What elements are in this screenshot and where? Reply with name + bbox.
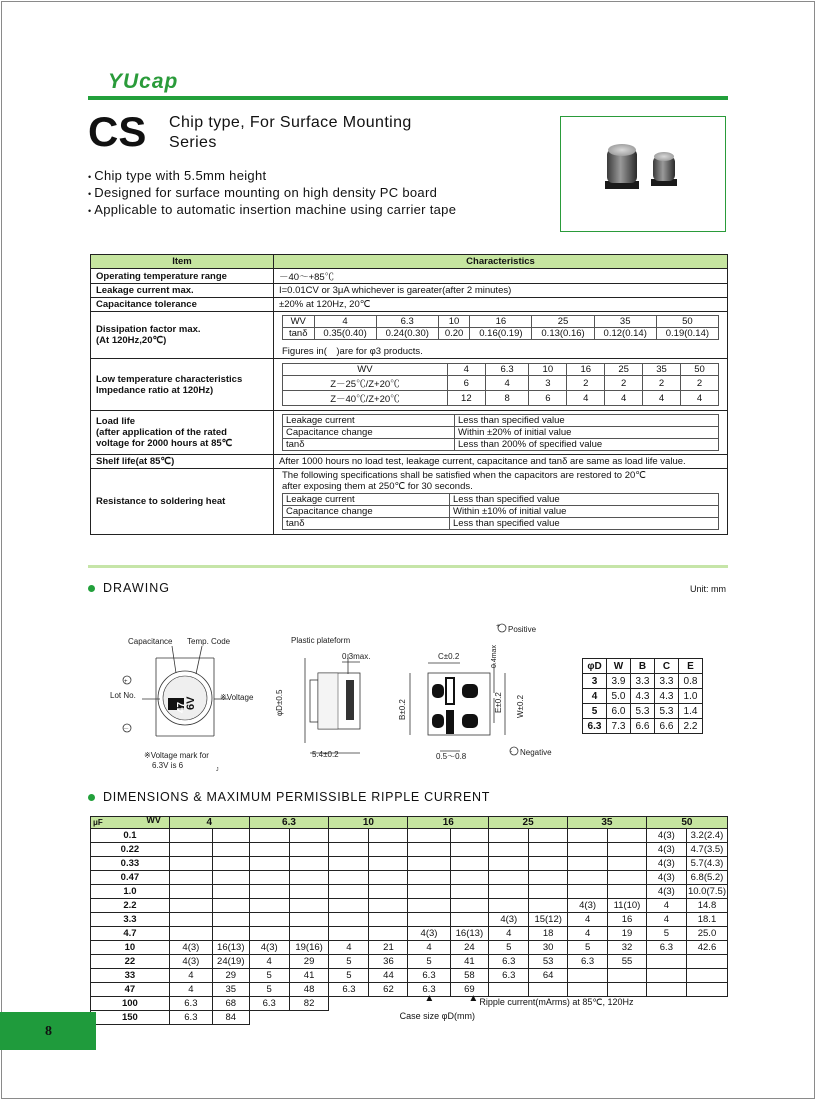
label-positive: Positive — [508, 625, 537, 634]
ripple-note-case: Case size φD(mm) — [399, 1011, 475, 1021]
table-cell — [169, 829, 212, 843]
label-capacitance: Capacitance — [128, 637, 173, 646]
table-cell: 6.3 — [489, 955, 529, 969]
label-length: 5.4±0.2 — [312, 750, 339, 759]
table-cell — [289, 843, 329, 857]
dimensions-table: φD W B C E 3 3.9 3.3 3.3 0.8 4 5.0 4.3 4.3 1.0 5 6.0 5.3 5.3 1.4 6.3 7.3 6.6 6.6 2.2 — [582, 658, 703, 734]
df-note: Figures in( )are for φ3 products. — [282, 346, 423, 357]
table-cell: 84 — [212, 1011, 249, 1025]
table-row — [91, 997, 728, 1011]
table-cell — [608, 871, 647, 885]
table-cell: 4 — [408, 941, 450, 955]
section-divider — [88, 565, 728, 568]
table-cell — [369, 871, 408, 885]
table-cell: 16(13) — [212, 941, 249, 955]
table-cell — [489, 857, 529, 871]
table-cell: 6.3 — [568, 955, 608, 969]
op-temp-value: －40～+85℃ — [274, 269, 728, 284]
table-cell — [169, 857, 212, 871]
table-cell: 35 — [212, 983, 249, 997]
table-cell — [450, 871, 489, 885]
table-cell — [408, 871, 450, 885]
table-cell — [529, 857, 568, 871]
table-row — [91, 857, 728, 871]
label-vmark-sub: J — [216, 767, 219, 773]
solder-table: Leakage current Less than specified value Capacitance change Within ±10% of initial value tanδ Less than specified value — [282, 493, 719, 530]
arrow-up-icon: ▲ — [424, 993, 435, 1004]
loadlife-cell — [274, 411, 728, 455]
uf-cell: 0.22 — [91, 843, 170, 857]
table-cell — [212, 913, 249, 927]
lowtemp-cell — [274, 359, 728, 411]
table-cell — [408, 857, 450, 871]
drawing-heading: DRAWING — [88, 581, 170, 595]
table-cell: 68 — [212, 997, 249, 1011]
table-row — [91, 829, 728, 843]
table-cell — [169, 885, 212, 899]
table-row — [91, 983, 728, 997]
uf-cell: 0.33 — [91, 857, 170, 871]
table-row: 4 5.0 4.3 4.3 1.0 — [583, 689, 703, 704]
table-cell — [529, 829, 568, 843]
df-label: Dissipation factor max. (At 120Hz,20℃) — [91, 312, 274, 359]
table-cell — [249, 843, 289, 857]
leakage-label: Leakage current max. — [91, 284, 274, 298]
table-cell: 4(3) — [568, 899, 608, 913]
table-cell: 3.2(2.4) — [686, 829, 727, 843]
table-cell — [249, 829, 289, 843]
table-cell — [686, 983, 727, 997]
table-cell — [249, 871, 289, 885]
table-cell: 4 — [169, 969, 212, 983]
feature-item: • Applicable to automatic insertion machine using carrier tape — [88, 202, 456, 219]
table-cell: 5 — [408, 955, 450, 969]
feature-item: • Designed for surface mounting on high density PC board — [88, 185, 456, 202]
table-cell — [249, 913, 289, 927]
table-cell: 5 — [249, 983, 289, 997]
leakage-value: I=0.01CV or 3μA whichever is gareater(after 2 minutes) — [274, 284, 728, 298]
table-cell: 53 — [529, 955, 568, 969]
table-row: 6.3 7.3 6.6 6.6 2.2 — [583, 719, 703, 734]
solder-cell: The following specifications shall be satisfied when the capacitors are restored to 20℃ after exposing them at 250℃ for 30 seconds. Leakage current Less than specified value Capacitance change Within ±10% of initial value tanδ Less than specified value — [274, 469, 728, 535]
table-cell: 5.7(4.3) — [686, 857, 727, 871]
table-cell — [329, 913, 369, 927]
table-cell — [289, 857, 329, 871]
table-cell — [408, 885, 450, 899]
table-cell: 32 — [608, 941, 647, 955]
table-row: 3 3.9 3.3 3.3 0.8 — [583, 674, 703, 689]
table-cell — [529, 983, 568, 997]
table-cell: 4 — [646, 899, 686, 913]
table-cell — [408, 899, 450, 913]
table-cell — [568, 843, 608, 857]
loadlife-label: Load life (after application of the rated voltage for 2000 hours at 85℃ — [91, 411, 274, 455]
table-cell — [249, 899, 289, 913]
feature-list — [88, 168, 456, 219]
label-c: C±0.2 — [438, 652, 460, 661]
label-lot-no: Lot No. — [110, 691, 136, 700]
table-cell: 4(3) — [646, 885, 686, 899]
label-w: W±0.2 — [516, 694, 525, 718]
table-cell: 21 — [369, 941, 408, 955]
table-cell — [369, 899, 408, 913]
table-cell: 5 — [489, 941, 529, 955]
table-cell — [489, 885, 529, 899]
table-cell — [529, 843, 568, 857]
label-negative: Negative — [520, 748, 552, 757]
table-cell — [608, 983, 647, 997]
table-cell: 4(3) — [489, 913, 529, 927]
table-cell: 5 — [646, 927, 686, 941]
table-cell: 62 — [369, 983, 408, 997]
cap-tol-label: Capacitance tolerance — [91, 298, 274, 312]
unit-label: Unit: mm — [690, 584, 726, 594]
table-cell: 6.3 — [489, 969, 529, 983]
table-cell — [212, 843, 249, 857]
table-cell — [169, 913, 212, 927]
table-cell: 4.7(3.5) — [686, 843, 727, 857]
minus-icon: － — [123, 727, 130, 733]
table-cell: 4 — [329, 941, 369, 955]
table-cell — [289, 927, 329, 941]
arrow-up-icon: ▲ — [468, 993, 479, 1004]
brand-logo: YUcap — [108, 70, 179, 93]
ripple-note-current: Ripple current(mArms) at 85℃, 120Hz — [479, 997, 634, 1007]
table-cell — [369, 857, 408, 871]
table-cell — [408, 913, 450, 927]
uf-cell: 1.0 — [91, 885, 170, 899]
table-cell — [489, 983, 529, 997]
table-cell: 15(12) — [529, 913, 568, 927]
table-cell: 18 — [529, 927, 568, 941]
table-row — [91, 899, 728, 913]
table-cell: 41 — [289, 969, 329, 983]
table-row — [91, 1011, 728, 1025]
table-cell — [212, 871, 249, 885]
table-cell — [608, 857, 647, 871]
table-cell: 64 — [529, 969, 568, 983]
solder-label: Resistance to soldering heat — [91, 469, 274, 535]
svg-text:+: + — [496, 623, 501, 630]
table-cell: 41 — [450, 955, 489, 969]
table-row — [91, 885, 728, 899]
table-cell: 4(3) — [646, 871, 686, 885]
table-cell: 16 — [608, 913, 647, 927]
table-cell — [450, 829, 489, 843]
loadlife-table: Leakage current Less than specified value Capacitance change Within ±20% of initial value tanδ Less than 200% of specified value — [282, 414, 719, 451]
shelf-label: Shelf life(at 85℃) — [91, 455, 274, 469]
table-cell: 69 — [450, 983, 489, 997]
table-row — [91, 871, 728, 885]
page-number: 8 — [45, 1024, 52, 1039]
ripple-note — [249, 1011, 727, 1025]
table-cell: 4(3) — [646, 857, 686, 871]
table-cell — [450, 899, 489, 913]
table-cell — [369, 829, 408, 843]
table-row — [91, 843, 728, 857]
table-cell: 58 — [450, 969, 489, 983]
table-cell — [289, 913, 329, 927]
spec-header-item: Item — [91, 255, 274, 269]
table-row — [91, 969, 728, 983]
table-cell — [529, 871, 568, 885]
table-cell — [329, 871, 369, 885]
table-cell — [646, 969, 686, 983]
table-cell — [608, 885, 647, 899]
uf-cell: 33 — [91, 969, 170, 983]
table-cell — [169, 899, 212, 913]
table-cell: 5 — [249, 969, 289, 983]
table-cell: 11(10) — [608, 899, 647, 913]
header-rule — [88, 96, 728, 100]
table-cell — [289, 829, 329, 843]
ripple-heading: DIMENSIONS & MAXIMUM PERMISSIBLE RIPPLE CURRENT — [88, 790, 490, 804]
mark-voltage: 6V — [185, 696, 197, 710]
table-cell — [568, 871, 608, 885]
op-temp-label: Operating temperature range — [91, 269, 274, 284]
series-title — [169, 113, 412, 153]
table-cell: 4 — [249, 955, 289, 969]
label-temp-code: Temp. Code — [187, 637, 231, 646]
uf-cell: 22 — [91, 955, 170, 969]
uf-cell: 2.2 — [91, 899, 170, 913]
table-cell — [686, 969, 727, 983]
label-phi-d: φD±0.5 — [275, 689, 284, 716]
table-cell — [169, 871, 212, 885]
shelf-value: After 1000 hours no load test, leakage current, capacitance and tanδ are same as load life value. — [274, 455, 728, 469]
table-cell: 42.6 — [686, 941, 727, 955]
table-cell — [568, 885, 608, 899]
table-row — [91, 941, 728, 955]
table-cell: 82 — [289, 997, 329, 1011]
table-cell — [450, 885, 489, 899]
table-cell — [369, 843, 408, 857]
label-voltage: ※Voltage — [220, 693, 254, 702]
feature-item: • Chip type with 5.5mm height — [88, 168, 456, 185]
lowtemp-table: WV 4 6.3 10 16 25 35 50 Z－25℃/Z+20℃ 6 4 3 2 2 2 2 Z－40℃/Z+20℃ 12 8 6 4 4 4 4 — [282, 363, 719, 406]
df-table: WV 4 6.3 10 16 25 35 50 tanδ 0.35(0.40) 0.24(0.30) 0.20 0.16(0.19) 0.13(0.16) 0.12(0.14) 0.19(0.14) — [282, 315, 719, 340]
table-cell — [212, 857, 249, 871]
table-cell — [489, 899, 529, 913]
ripple-corner: μF WV — [91, 817, 170, 829]
table-cell: 4(3) — [249, 941, 289, 955]
table-cell: 24(19) — [212, 955, 249, 969]
table-cell — [249, 857, 289, 871]
table-cell: 19(16) — [289, 941, 329, 955]
table-cell: 55 — [608, 955, 647, 969]
table-cell: 36 — [369, 955, 408, 969]
table-cell — [489, 829, 529, 843]
table-cell — [249, 885, 289, 899]
label-03max: 0.3max. — [342, 652, 371, 661]
table-cell — [212, 927, 249, 941]
table-cell — [686, 955, 727, 969]
label-b: B±0.2 — [398, 699, 407, 720]
label-vmark-note1: ※Voltage mark for — [144, 751, 209, 760]
table-cell: 6.3 — [169, 997, 212, 1011]
table-cell — [408, 829, 450, 843]
table-cell: 4(3) — [646, 843, 686, 857]
spec-table — [90, 254, 728, 535]
table-cell: 48 — [289, 983, 329, 997]
table-cell — [529, 885, 568, 899]
label-e: E±0.2 — [494, 692, 503, 713]
table-cell — [568, 983, 608, 997]
ripple-note — [329, 993, 728, 1011]
label-plastic-plateform: Plastic plateform — [291, 636, 351, 645]
table-cell: 5 — [329, 969, 369, 983]
table-cell: 4 — [489, 927, 529, 941]
table-cell — [568, 857, 608, 871]
table-cell: 29 — [212, 969, 249, 983]
table-cell — [369, 885, 408, 899]
table-cell — [608, 843, 647, 857]
table-cell — [329, 857, 369, 871]
uf-cell: 4.7 — [91, 927, 170, 941]
table-cell — [450, 843, 489, 857]
table-cell: 4(3) — [408, 927, 450, 941]
table-cell — [212, 885, 249, 899]
table-cell: 6.8(5.2) — [686, 871, 727, 885]
uf-cell: 0.47 — [91, 871, 170, 885]
bullet-icon — [88, 585, 95, 592]
table-cell — [169, 927, 212, 941]
label-vmark-note2: 6.3V is 6 — [152, 761, 184, 770]
table-cell — [249, 927, 289, 941]
table-cell — [608, 829, 647, 843]
series-title-line2: Series — [169, 134, 217, 151]
table-cell: 4(3) — [646, 829, 686, 843]
table-cell: 18.1 — [686, 913, 727, 927]
dimension-drawing — [110, 618, 580, 778]
table-cell: 44 — [369, 969, 408, 983]
table-cell: 4 — [169, 983, 212, 997]
label-pad: 0.5～0.8 — [436, 752, 467, 761]
uf-cell: 150 — [91, 1011, 170, 1025]
cap-tol-value: ±20% at 120Hz, 20℃ — [274, 298, 728, 312]
mark-capacitance: 47 — [176, 701, 187, 713]
table-cell — [608, 969, 647, 983]
uf-cell: 0.1 — [91, 829, 170, 843]
table-cell — [568, 829, 608, 843]
series-code: CS — [88, 108, 147, 155]
table-cell: 6.3 — [249, 997, 289, 1011]
plus-icon: + — [124, 679, 128, 685]
table-cell: 29 — [289, 955, 329, 969]
product-photo — [560, 116, 726, 232]
table-cell: 6.3 — [646, 941, 686, 955]
table-cell: 4 — [646, 913, 686, 927]
table-cell — [646, 955, 686, 969]
table-row — [91, 955, 728, 969]
table-cell — [646, 983, 686, 997]
table-cell: 4(3) — [169, 955, 212, 969]
table-cell — [329, 843, 369, 857]
table-cell: 5 — [568, 941, 608, 955]
table-cell: 6.3 — [408, 969, 450, 983]
table-cell — [408, 843, 450, 857]
label-04max: 0.4max — [491, 645, 498, 668]
table-cell: 24 — [450, 941, 489, 955]
table-cell — [369, 927, 408, 941]
table-cell — [169, 843, 212, 857]
uf-cell: 100 — [91, 997, 170, 1011]
table-cell: 5 — [329, 955, 369, 969]
bullet-icon — [88, 794, 95, 801]
series-title-line1: Chip type, For Surface Mounting — [169, 114, 412, 131]
table-row: 5 6.0 5.3 5.3 1.4 — [583, 704, 703, 719]
table-cell — [289, 899, 329, 913]
table-cell: 6.3 — [169, 1011, 212, 1025]
uf-cell: 3.3 — [91, 913, 170, 927]
table-cell: 16(13) — [450, 927, 489, 941]
table-cell: 4 — [568, 913, 608, 927]
spec-header-characteristics: Characteristics — [274, 255, 728, 269]
table-cell — [329, 899, 369, 913]
table-cell: 10.0(7.5) — [687, 886, 726, 897]
table-cell — [289, 885, 329, 899]
table-cell — [450, 913, 489, 927]
table-cell: 4(3) — [169, 941, 212, 955]
table-cell: 14.8 — [686, 899, 727, 913]
table-cell — [212, 829, 249, 843]
table-cell: 19 — [608, 927, 647, 941]
uf-cell: 10 — [91, 941, 170, 955]
svg-text:-: - — [510, 749, 513, 756]
uf-cell: 47 — [91, 983, 170, 997]
table-cell — [329, 885, 369, 899]
table-cell — [568, 969, 608, 983]
table-cell: 30 — [529, 941, 568, 955]
table-cell — [529, 899, 568, 913]
table-cell — [329, 829, 369, 843]
table-row — [91, 913, 728, 927]
lowtemp-label: Low temperature characteristics Impedance ratio at 120Hz) — [91, 359, 274, 411]
table-cell: 6.3 — [329, 983, 369, 997]
ripple-table: μF WV 4 6.3 10 16 25 35 50 0.1 4(3) 3.2(2.4) 0.22 4(3) 4.7(3.5) 0.33 4(3) 5.7(4.3) 0.47 4(3) 6.8(5.2) 1.0 4(3) 10.0(7.5) 2.2 4(3) 11(10) 4 14.8 3.3 4(3) 15(12) 4 16 4 18.1 4.7 4(3) 16(13) 4 18 4 19 5 25.0 10 4(3) 16(13) 4(3) 19(16) 4 21 4 24 5 30 5 32 6.3 42.6 22 4(3) 24(19) 4 29 5 36 5 41 6.3 53 6.3 55 33 4 29 5 41 5 44 6.3 58 6.3 64 47 4 35 5 48 6.3 62 6.3 69 100 6.3 68 6.3 82 Ripple current(mArms) at 85℃, 120Hz ▲ ▲ 150 6.3 84 Case size φD(mm) — [90, 816, 728, 1025]
table-cell — [212, 899, 249, 913]
df-cell — [274, 312, 728, 359]
table-cell — [289, 871, 329, 885]
table-cell — [329, 927, 369, 941]
table-cell: 4 — [568, 927, 608, 941]
table-cell: 6.3 — [408, 983, 450, 997]
table-cell — [450, 857, 489, 871]
table-cell — [489, 843, 529, 857]
table-cell: 25.0 — [686, 927, 727, 941]
table-row — [91, 927, 728, 941]
table-cell — [369, 913, 408, 927]
table-cell — [489, 871, 529, 885]
